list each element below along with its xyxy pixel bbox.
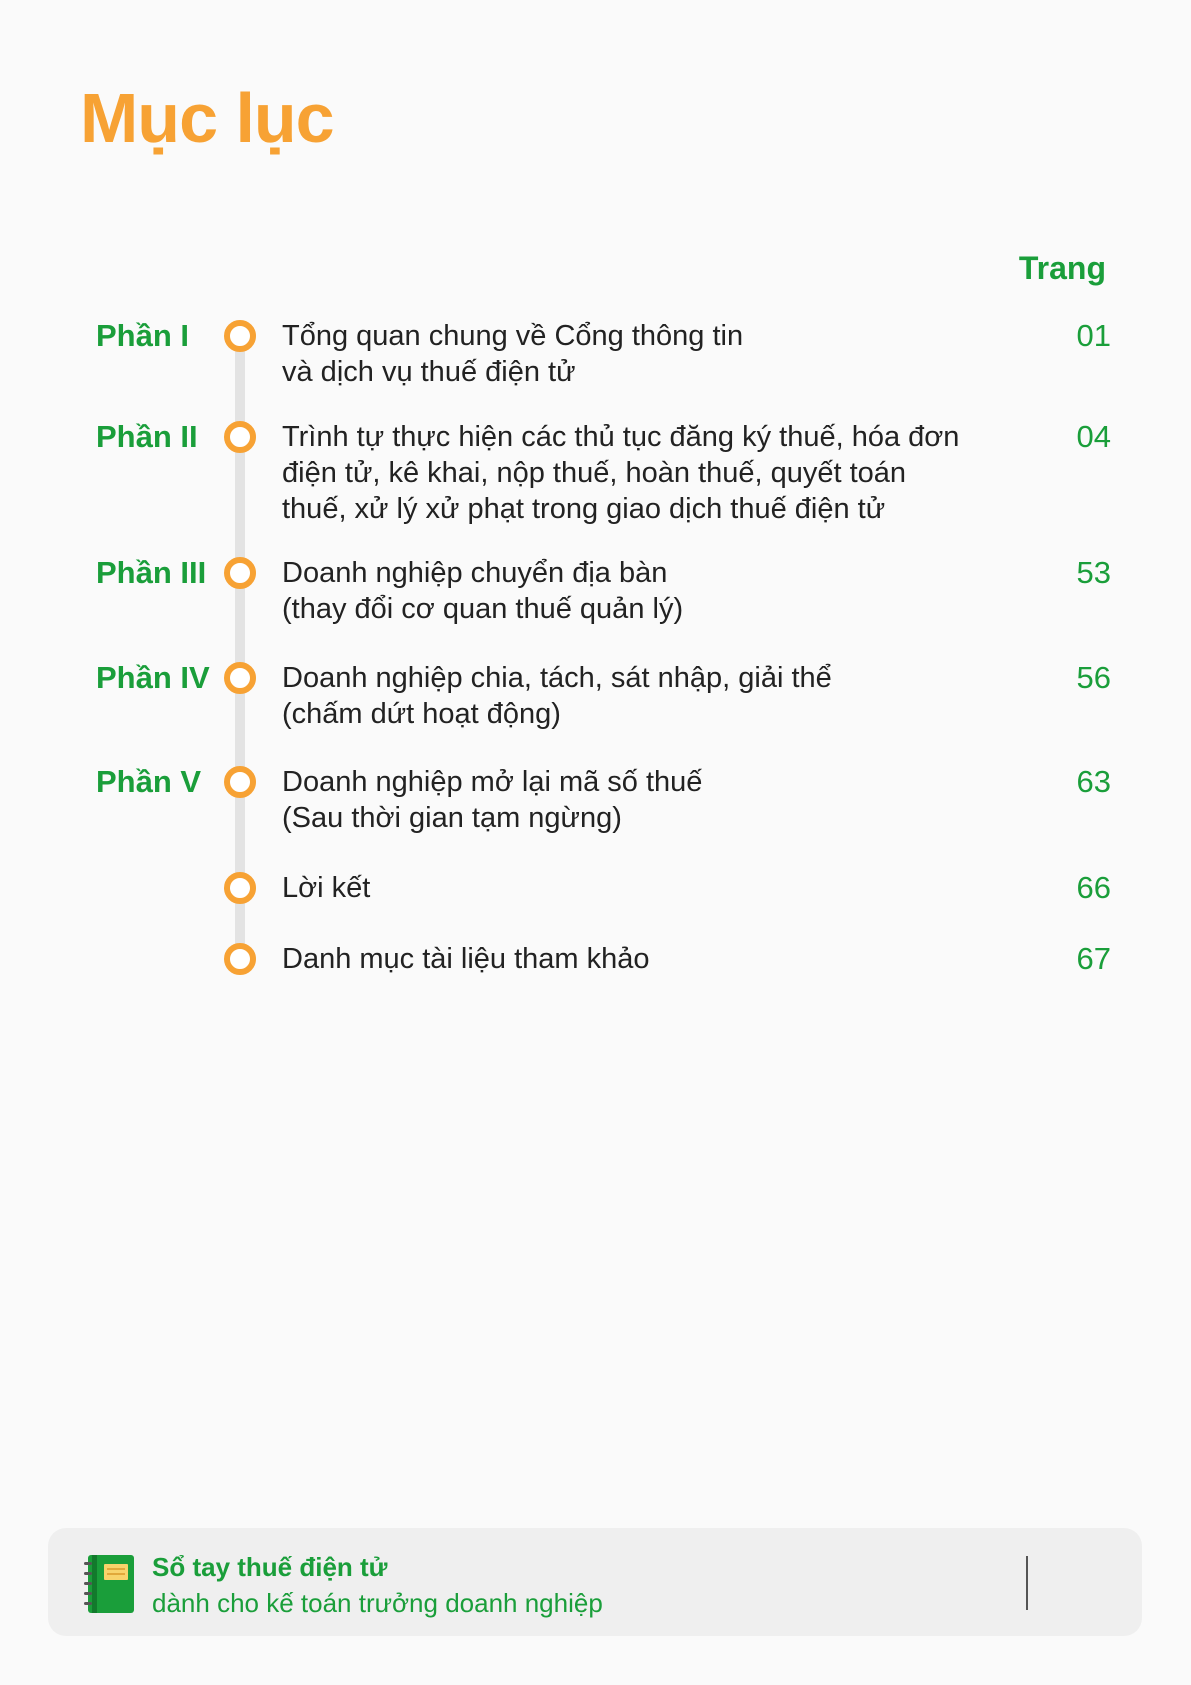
- entry-title-line: Tổng quan chung về Cổng thông tin: [282, 320, 744, 352]
- timeline-bullet-icon: [224, 421, 256, 453]
- entry-title-line: Lời kết: [282, 872, 371, 904]
- page-number: 63: [1076, 764, 1111, 799]
- part-label: Phần I: [96, 318, 190, 353]
- entry-title: [282, 660, 1042, 732]
- entry-title-line: (chấm dứt hoạt động): [282, 698, 561, 730]
- page-title: Mục lục: [80, 79, 334, 157]
- timeline-bullet-icon: [224, 662, 256, 694]
- entry-title-line: Doanh nghiệp mở lại mã số thuế: [282, 766, 703, 798]
- entry-title: [282, 870, 1042, 906]
- entry-title-line: thuế, xử lý xử phạt trong giao dịch thuế điện tử: [282, 493, 886, 525]
- timeline-bullet-icon: [224, 872, 256, 904]
- page-column-header: Trang: [1018, 250, 1106, 286]
- footer-subtitle: dành cho kế toán trưởng doanh nghiệp: [152, 1588, 603, 1618]
- footer-title: Sổ tay thuế điện tử: [152, 1552, 388, 1582]
- entry-title-line: và dịch vụ thuế điện tử: [282, 356, 576, 388]
- timeline-bullet-icon: [224, 557, 256, 589]
- page-number: 04: [1076, 419, 1111, 454]
- page-number: 67: [1076, 941, 1111, 976]
- entry-title-line: Trình tự thực hiện các thủ tục đăng ký thuế, hóa đơn: [282, 421, 960, 453]
- timeline-bullet-icon: [224, 943, 256, 975]
- page-number: 01: [1076, 318, 1111, 353]
- entry-title-line: Doanh nghiệp chia, tách, sát nhập, giải thể: [282, 662, 832, 694]
- entry-title-line: điện tử, kê khai, nộp thuế, hoàn thuế, quyết toán: [282, 457, 907, 489]
- entry-title-line: (thay đổi cơ quan thuế quản lý): [282, 593, 684, 625]
- part-label: Phần V: [96, 764, 202, 799]
- part-label: Phần IV: [96, 660, 210, 695]
- entry-title: [282, 555, 1042, 627]
- part-label: Phần III: [96, 555, 207, 590]
- entry-title: [282, 318, 1042, 390]
- entry-title-line: (Sau thời gian tạm ngừng): [282, 802, 622, 834]
- timeline-bullet-icon: [224, 766, 256, 798]
- page-number: 56: [1076, 660, 1111, 695]
- entry-title-line: Doanh nghiệp chuyển địa bàn: [282, 557, 668, 589]
- part-label: Phần II: [96, 419, 198, 454]
- timeline-bullet-icon: [224, 320, 256, 352]
- notebook-icon: [84, 1554, 134, 1614]
- entry-title: [282, 419, 1042, 527]
- page-number: 53: [1076, 555, 1111, 590]
- entry-title: [282, 764, 1042, 836]
- footer-bar: [48, 1528, 1142, 1636]
- entry-title: [282, 941, 1042, 977]
- footer-divider: [1026, 1556, 1028, 1610]
- entry-title-line: Danh mục tài liệu tham khảo: [282, 943, 650, 975]
- page-number: 66: [1076, 870, 1111, 905]
